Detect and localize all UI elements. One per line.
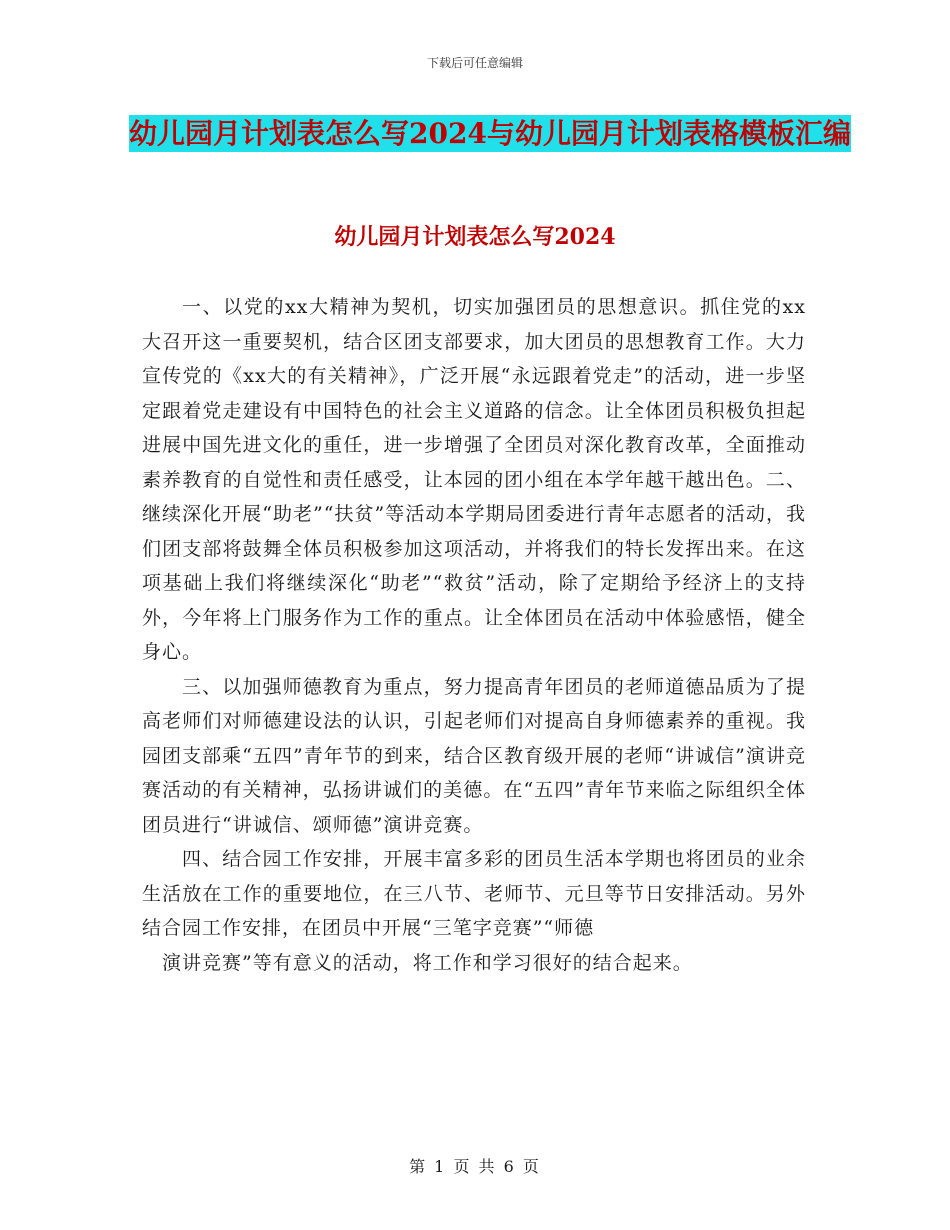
section-heading: 幼儿园月计划表怎么写2024: [334, 224, 616, 250]
title-text: 幼儿园月计划表怎么写2024与幼儿园月计划表格模板汇编: [129, 117, 851, 150]
page-footer: 第 1 页 共 6 页: [409, 1157, 541, 1176]
document-title: [120, 110, 860, 158]
paragraph: 一、以党的xx大精神为契机，切实加强团员的思想意识。抓住党的xx大召开这一重要契机，结合区团支部要求，加大团员的思想教育工作。大力宣传党的《xx大的有关精神》，广泛开展“永远跟着党走”的活动，进一步坚定跟着党走建设有中国特色的社会主义道路的信念。让全体团员积极负担起进展中国先进文化的重任，进一步增强了全团员对深化教育改革，全面推动素养教育的自觉性和责任感受，让本园的团小组在本学年越干越出色。二、继续深化开展“助老”“扶贫”等活动本学期局团委进行青年志愿者的活动，我们团支部将鼓舞全体员积极参加这项活动，并将我们的特长发挥出来。在这项基础上我们将继续深化“助老”“救贫”活动，除了定期给予经济上的支持外，今年将上门服务作为工作的重点。让全体团员在活动中体验感悟，健全身心。: [142, 296, 806, 663]
paragraph: 三、以加强师德教育为重点，努力提高青年团员的老师道德品质为了提高老师们对师德建设法的认识，引起老师们对提高自身师德素养的重视。我园团支部乘“五四”青年节的到来，结合区教育级开展的老师“讲诚信”演讲竞赛活动的有关精神，弘扬讲诚们的美德。在“五四”青年节来临之际组织全体团员进行“讲诚信、颂师德”演讲竞赛。: [142, 675, 806, 836]
paragraph: 四、结合园工作安排，开展丰富多彩的团员生活本学期也将团员的业余生活放在工作的重要地位，在三八节、老师节、元旦等节日安排活动。另外结合园工作安排，在团员中开展“三笔字竞赛”“师德: [142, 848, 806, 939]
paragraph: 演讲竞赛”等有意义的活动，将工作和学习很好的结合起来。: [162, 951, 693, 974]
header-note: 下载后可任意编辑: [426, 56, 523, 70]
body-text: [142, 290, 806, 980]
